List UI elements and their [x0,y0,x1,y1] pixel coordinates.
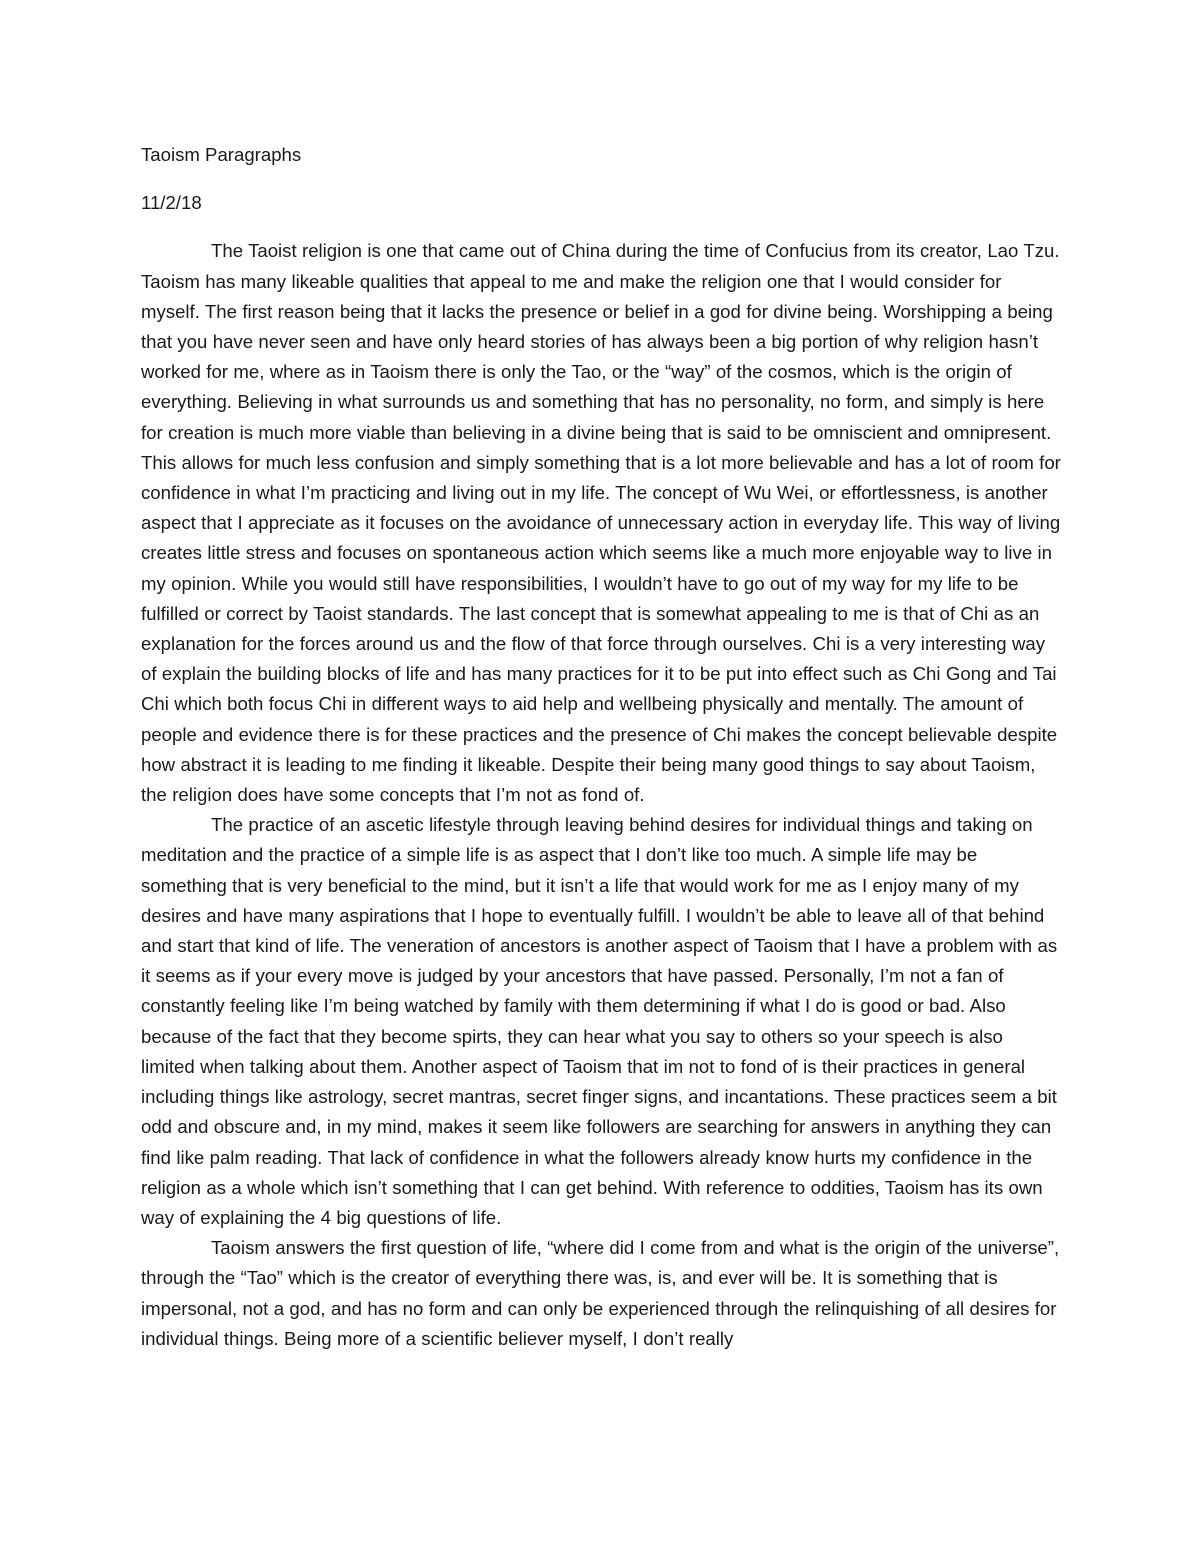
document-date: 11/2/18 [141,192,202,214]
paragraph-1: The Taoist religion is one that came out of China during the time of Confucius from its creator, Lao Tzu. Taoism has many likeable qualities that appeal to me and make the religion one that I would consider for myself. The first reason being that it lacks the presence or belief in a god for divine being. Worshipping a being that you have never seen and have only heard stories of has always been a big portion of why religion hasn’t worked for me, where as in Taoism there is only the Tao, or the “way” of the cosmos, which is the origin of everything. Believing in what surrounds us and something that has no personality, no form, and simply is here for creation is much more viable than believing in a divine being that is said to be omniscient and omnipresent. This allows for much less confusion and simply something that is a lot more believable and has a lot of room for confidence in what I’m practicing and living out in my life. The concept of Wu Wei, or effortlessness, is another aspect that I appreciate as it focuses on the avoidance of unnecessary action in everyday life. This way of living creates little stress and focuses on spontaneous action which seems like a much more enjoyable way to live in my opinion. While you would still have responsibilities, I wouldn’t have to go out of my way for my life to be fulfilled or correct by Taoist standards. The last concept that is somewhat appealing to me is that of Chi as an explanation for the forces around us and the flow of that force through ourselves. Chi is a very interesting way of explain the building blocks of life and has many practices for it to be put into effect such as Chi Gong and Tai Chi which both focus Chi in different ways to aid help and wellbeing physically and mentally. The amount of people and evidence there is for these practices and the presence of Chi makes the concept believable despite how abstract it is leading to me finding it likeable. Despite their being many good things to say about Taoism, the religion does have some concepts that I’m not as fond of. [141,240,1061,806]
paragraph-2: The practice of an ascetic lifestyle through leaving behind desires for individual things and taking on meditation and the practice of a simple life is as aspect that I don’t like too much. A simple life may be something that is very beneficial to the mind, but it isn’t a life that would work for me as I enjoy many of my desires and have many aspirations that I hope to eventually fulfill. I wouldn’t be able to leave all of that behind and start that kind of life. The veneration of ancestors is another aspect of Taoism that I have a problem with as it seems as if your every move is judged by your ancestors that have passed. Personally, I’m not a fan of constantly feeling like I’m being watched by family with them determining if what I do is good or bad. Also because of the fact that they become spirts, they can hear what you say to others so your speech is also limited when talking about them. Another aspect of Taoism that im not to fond of is their practices in general including things like astrology, secret mantras, secret finger signs, and incantations. These practices seem a bit odd and obscure and, in my mind, makes it seem like followers are searching for answers in anything they can find like palm reading. That lack of confidence in what the followers already know hurts my confidence in the religion as a whole which isn’t something that I can get behind. With reference to oddities, Taoism has its own way of explaining the 4 big questions of life. [141,814,1058,1228]
paragraph-3: Taoism answers the first question of life, “where did I come from and what is the origin of the universe”, through the “Tao” which is the creator of everything there was, is, and ever will be. It is something that is impersonal, not a god, and has no form and can only be experienced through the relinquishing of all desires for individual things. Being more of a scientific believer myself, I don’t really [141,1237,1060,1349]
document-title: Taoism Paragraphs [141,144,302,165]
document-body [141,140,1061,1354]
